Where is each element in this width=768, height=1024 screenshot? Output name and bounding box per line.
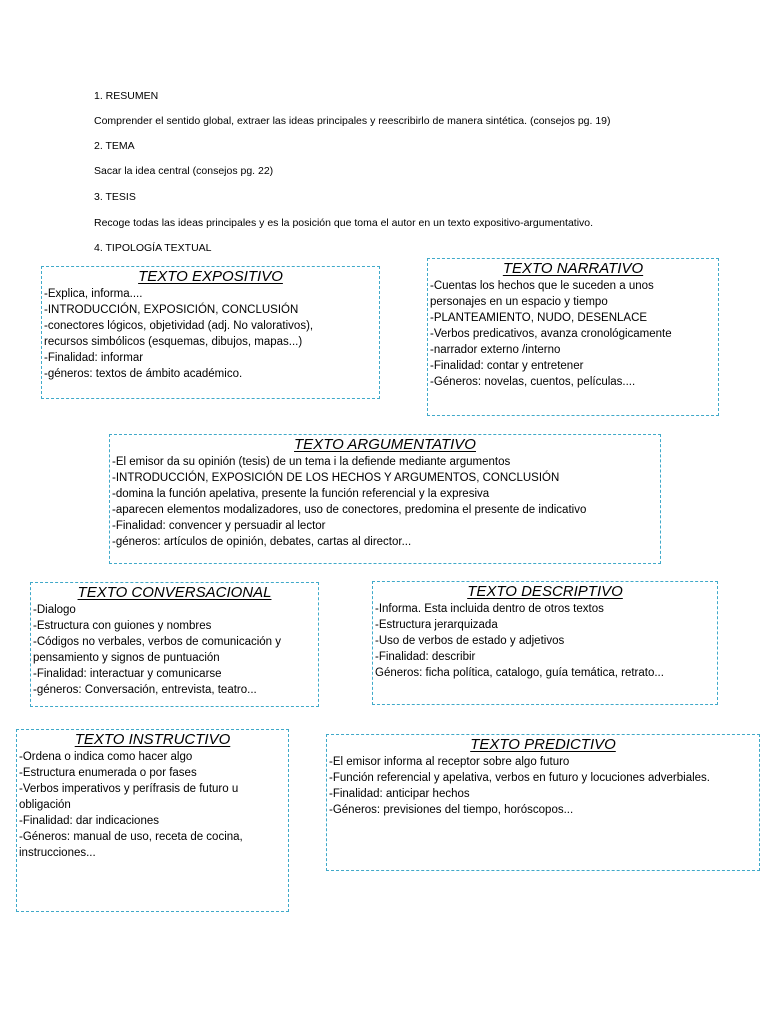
box-line: -aparecen elementos modalizadores, uso de conectores, predomina el presente de indicativo bbox=[112, 504, 587, 516]
box-title: TEXTO ARGUMENTATIVO bbox=[294, 436, 476, 453]
box-texto-predictivo bbox=[326, 734, 760, 871]
box-texto-expositivo bbox=[41, 266, 380, 399]
box-line: Géneros: ficha política, catalogo, guía temática, retrato... bbox=[375, 667, 664, 679]
box-line: instrucciones... bbox=[19, 847, 96, 859]
box-title: TEXTO PREDICTIVO bbox=[470, 736, 616, 753]
box-line: -PLANTEAMIENTO, NUDO, DESENLACE bbox=[430, 312, 648, 324]
box-line: recursos simbólicos (esquemas, dibujos, mapas...) bbox=[44, 336, 303, 348]
box-line: -Finalidad: describir bbox=[375, 651, 476, 663]
box-line: -Estructura enumerada o por fases bbox=[19, 767, 197, 779]
box-line: -Géneros: novelas, cuentos, películas.... bbox=[430, 376, 636, 388]
box-line: obligación bbox=[19, 799, 71, 811]
box-line: -INTRODUCCIÓN, EXPOSICIÓN, CONCLUSIÓN bbox=[44, 304, 299, 316]
box-line: -Uso de verbos de estado y adjetivos bbox=[375, 635, 565, 647]
box-line: -Finalidad: informar bbox=[44, 352, 144, 364]
box-line: -Estructura jerarquizada bbox=[375, 619, 498, 631]
box-line: -El emisor da su opinión (tesis) de un tema i la defiende mediante argumentos bbox=[112, 456, 511, 468]
box-line: -Ordena o indica como hacer algo bbox=[19, 751, 193, 763]
box-line: -Géneros: previsiones del tiempo, horóscopos... bbox=[329, 804, 574, 816]
box-title: TEXTO INSTRUCTIVO bbox=[74, 731, 231, 748]
box-line: -El emisor informa al receptor sobre algo futuro bbox=[329, 756, 570, 768]
box-texto-instructivo bbox=[16, 729, 289, 912]
box-texto-descriptivo bbox=[372, 581, 718, 705]
box-title: TEXTO NARRATIVO bbox=[502, 260, 644, 277]
box-line: personajes en un espacio y tiempo bbox=[430, 296, 608, 308]
box-line: -conectores lógicos, objetividad (adj. No valorativos), bbox=[44, 320, 314, 332]
box-line: -géneros: textos de ámbito académico. bbox=[44, 368, 243, 380]
box-line: -domina la función apelativa, presente la función referencial y la expresiva bbox=[112, 488, 490, 500]
box-line: -Finalidad: interactuar y comunicarse bbox=[33, 668, 222, 680]
box-line: -Géneros: manual de uso, receta de cocina, bbox=[19, 831, 243, 843]
box-line: -Finalidad: convencer y persuadir al lector bbox=[112, 520, 326, 532]
box-line: -INTRODUCCIÓN, EXPOSICIÓN DE LOS HECHOS Y ARGUMENTOS, CONCLUSIÓN bbox=[112, 472, 560, 484]
box-line: -géneros: artículos de opinión, debates, cartas al director... bbox=[112, 536, 412, 548]
box-line: -Finalidad: contar y entretener bbox=[430, 360, 584, 372]
heading-tema: 2. TEMA bbox=[94, 140, 135, 152]
text-resumen: Comprender el sentido global, extraer las ideas principales y reescribirlo de manera sintética. (consejos pg. 19) bbox=[94, 115, 611, 127]
box-line: -Cuentas los hechos que le suceden a unos bbox=[430, 280, 654, 292]
text-tesis: Recoge todas las ideas principales y es la posición que toma el autor en un texto expositivo-argumentativo. bbox=[94, 217, 594, 229]
box-line: -Finalidad: dar indicaciones bbox=[19, 815, 159, 827]
box-texto-narrativo bbox=[427, 258, 719, 416]
box-title: TEXTO DESCRIPTIVO bbox=[467, 583, 623, 600]
box-line: -Finalidad: anticipar hechos bbox=[329, 788, 470, 800]
box-line: -Dialogo bbox=[33, 604, 76, 616]
box-line: -Verbos predicativos, avanza cronológicamente bbox=[430, 328, 672, 340]
box-line: -Explica, informa.... bbox=[44, 288, 143, 300]
box-line: -narrador externo /interno bbox=[430, 344, 561, 356]
box-line: -Informa. Esta incluida dentro de otros textos bbox=[375, 603, 604, 615]
heading-tesis: 3. TESIS bbox=[94, 191, 136, 203]
box-line: -Función referencial y apelativa, verbos en futuro y locuciones adverbiales. bbox=[329, 772, 710, 784]
box-texto-argumentativo bbox=[109, 434, 661, 564]
box-texto-conversacional bbox=[30, 582, 319, 707]
heading-tipologia: 4. TIPOLOGÍA TEXTUAL bbox=[94, 242, 212, 254]
box-line: -Estructura con guiones y nombres bbox=[33, 620, 212, 632]
box-line: -géneros: Conversación, entrevista, teatro... bbox=[33, 684, 257, 696]
box-line: -Verbos imperativos y perífrasis de futuro u bbox=[19, 783, 239, 795]
text-tema: Sacar la idea central (consejos pg. 22) bbox=[94, 165, 274, 177]
box-line: -Códigos no verbales, verbos de comunicación y bbox=[33, 636, 282, 648]
box-title: TEXTO EXPOSITIVO bbox=[138, 268, 283, 285]
heading-resumen: 1. RESUMEN bbox=[94, 90, 159, 102]
box-title: TEXTO CONVERSACIONAL bbox=[77, 584, 272, 601]
box-line: pensamiento y signos de puntuación bbox=[33, 652, 220, 664]
